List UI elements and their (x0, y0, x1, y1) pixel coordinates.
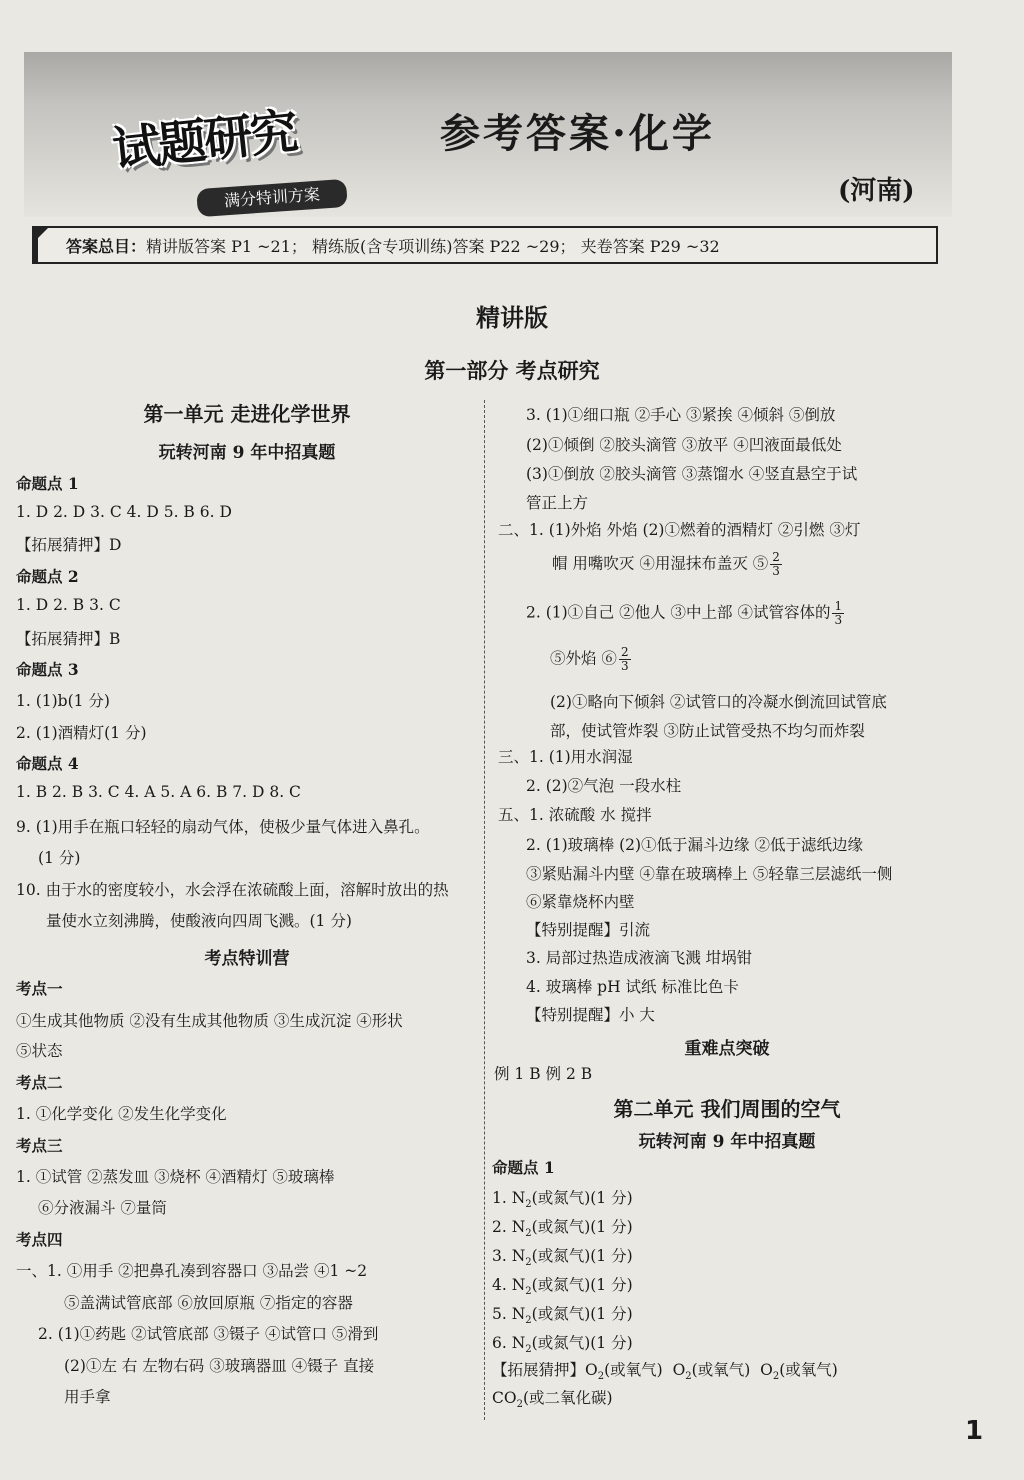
answer-line: (1 分) (38, 849, 81, 867)
answer-line: $CO_2$(或二氧化碳) (492, 1389, 613, 1411)
answer-line: 3. (1)①细口瓶 ②手心 ③紧挨 ④倾斜 ⑤倒放 (526, 406, 836, 424)
answer-line: 2. (2)②气泡 一段水柱 (526, 777, 682, 795)
right-column (492, 0, 962, 1480)
summary-label: 答案总目： (66, 237, 147, 256)
answer-line: (3)①倒放 ②胶头滴管 ③蒸馏水 ④竖直悬空于试 (526, 465, 858, 483)
answer-line: 一、1. ①用手 ②把鼻孔凑到容器口 ③品尝 ④1 ~2 (16, 1262, 368, 1280)
unit2-title: 第二单元 我们周围的空气 (613, 1097, 841, 1121)
answer-line: 五、1. 浓硫酸 水 搅拌 (498, 806, 652, 824)
answer-line: 帽 用嘴吹灭 ④用湿抹布盖灭 ⑤ $\frac{2}{3}$ (552, 550, 780, 578)
fraction: $\frac{2}{3}$ (620, 645, 629, 673)
answer-line: 例 1 B 例 2 B (494, 1065, 593, 1083)
logo-subtitle: 满分特训方案 (196, 179, 348, 217)
answer-line: ⑥分液漏斗 ⑦量筒 (38, 1199, 167, 1217)
answer-line: 【拓展猜押】D (16, 536, 122, 554)
answer-line: ③紧贴漏斗内壁 ④靠在玻璃棒上 ⑤轻靠三层滤纸一侧 (526, 865, 893, 883)
page-title: 参考答案·化学 (440, 110, 715, 157)
breakthrough-title: 重难点突破 (684, 1039, 770, 1059)
section-heading: 命题点 2 (16, 567, 79, 586)
answer-line: 三、1. (1)用水润湿 (498, 748, 633, 766)
answer-line: ①生成其他物质 ②没有生成其他物质 ③生成沉淀 ④形状 (16, 1012, 403, 1030)
unit2-exam-title: 玩转河南 9 年中招真题 (638, 1132, 816, 1152)
exam-title: 玩转河南 9 年中招真题 (158, 443, 336, 463)
answer-line: 3. 局部过热造成液滴飞溅 坩埚钳 (526, 949, 753, 967)
answer-line: 1. D 2. B 3. C (16, 596, 121, 614)
answer-line: 1. ①试管 ②蒸发皿 ③烧杯 ④酒精灯 ⑤玻璃棒 (16, 1168, 335, 1186)
answer-line: 4. $N_2$(或氮气)(1 分) (492, 1276, 633, 1298)
answer-line: 2. (1)①自己 ②他人 ③中上部 ④试管容体的 $\frac{1}{3}$ (526, 599, 843, 627)
answer-line: 管正上方 (526, 494, 589, 512)
answer-line: 4. 玻璃棒 pH 试纸 标准比色卡 (526, 978, 739, 996)
answer-line: 1. ①化学变化 ②发生化学变化 (16, 1105, 227, 1123)
answer-line: 二、1. (1)外焰 外焰 (2)①燃着的酒精灯 ②引燃 ③灯 (498, 521, 861, 539)
section-heading: 考点二 (16, 1073, 63, 1092)
answer-line: 【特别提醒】引流 (526, 921, 651, 939)
answer-line: 量使水立刻沸腾，使酸液向四周飞溅。(1 分) (46, 912, 352, 930)
answer-line: 9. (1)用手在瓶口轻轻的扇动气体，使极少量气体进入鼻孔。 (16, 818, 430, 836)
answer-line: 6. $N_2$(或氮气)(1 分) (492, 1334, 633, 1356)
answer-line: 3. $N_2$(或氮气)(1 分) (492, 1247, 633, 1269)
answer-line: (2)①倾倒 ②胶头滴管 ③放平 ④凹液面最低处 (526, 436, 842, 454)
unit-title: 第一单元 走进化学世界 (143, 402, 351, 426)
section-heading: 命题点 1 (492, 1158, 555, 1177)
answer-line: (2)①左 右 左物右码 ③玻璃器皿 ④镊子 直接 (64, 1357, 375, 1375)
answer-line: 2. $N_2$(或氮气)(1 分) (492, 1218, 633, 1240)
answer-line: 2. (1)①药匙 ②试管底部 ③镊子 ④试管口 ⑤滑到 (38, 1325, 379, 1343)
left-column (16, 0, 478, 1480)
region-label: (河南) (838, 176, 915, 206)
answer-line: ⑤盖满试管底部 ⑥放回原瓶 ⑦指定的容器 (64, 1294, 353, 1312)
section-heading: 考点三 (16, 1136, 63, 1155)
section-heading: 考点四 (16, 1230, 63, 1249)
logo-title: 试题研究 (110, 103, 299, 179)
section-heading: 命题点 1 (16, 474, 79, 493)
edition-title: 精讲版 (476, 303, 548, 332)
section-heading: 考点一 (16, 979, 63, 998)
answer-line: 10. 由于水的密度较小，水会浮在浓硫酸上面，溶解时放出的热 (16, 881, 449, 899)
section-heading: 命题点 3 (16, 660, 79, 679)
answer-line: ⑥紧靠烧杯内壁 (526, 893, 635, 911)
answer-line: 1. $N_2$(或氮气)(1 分) (492, 1189, 633, 1211)
answer-line: 【拓展猜押】$O_2$(或氧气) $O_2$(或氧气) $O_2$(或氧气) (492, 1361, 838, 1383)
answer-line: 【拓展猜押】B (16, 630, 121, 648)
answer-line: 部，使试管炸裂 ③防止试管受热不均匀而炸裂 (550, 722, 865, 740)
answer-line: 1. (1)b(1 分) (16, 692, 110, 710)
page-number: 1 (965, 1416, 984, 1446)
answer-line: (2)①略向下倾斜 ②试管口的冷凝水倒流回试管底 (550, 693, 887, 711)
answer-line: 【特别提醒】小 大 (526, 1006, 655, 1024)
answer-line: ⑤状态 (16, 1042, 63, 1060)
answer-line: 1. D 2. D 3. C 4. D 5. B 6. D (16, 503, 232, 521)
section-heading: 命题点 4 (16, 754, 79, 773)
fraction: $\frac{2}{3}$ (772, 550, 780, 578)
camp-title: 考点特训营 (204, 949, 290, 969)
answer-line: 用手拿 (64, 1388, 111, 1406)
part-title: 第一部分 考点研究 (424, 358, 600, 383)
answer-line: ⑤外焰 ⑥ $\frac{2}{3}$ (550, 645, 629, 673)
answer-line: 2. (1)玻璃棒 (2)①低于漏斗边缘 ②低于滤纸边缘 (526, 836, 863, 854)
column-divider (484, 400, 485, 1420)
fraction: $\frac{1}{3}$ (834, 599, 843, 627)
summary-text: 精讲版答案 P1 ~21； 精练版(含专项训练)答案 P22 ~29； 夹卷答案 P29 ~32 (146, 237, 720, 256)
answer-line: 1. B 2. B 3. C 4. A 5. A 6. B 7. D 8. C (16, 783, 301, 801)
answer-line: 2. (1)酒精灯(1 分) (16, 724, 147, 742)
answer-line: 5. $N_2$(或氮气)(1 分) (492, 1305, 633, 1327)
